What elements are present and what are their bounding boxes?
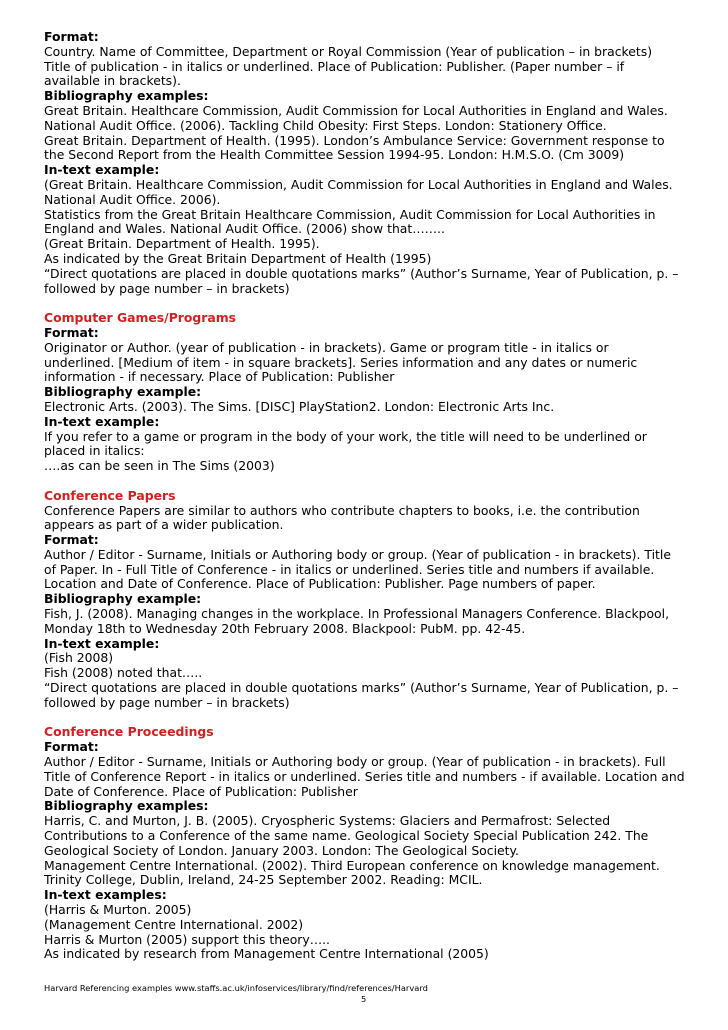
intext-line: England and Wales. National Audit Office. (2006) show that…….. [44, 221, 445, 237]
intext-line: (Great Britain. Healthcare Commission, Audit Commission for Local Authorities in England and Wales. [44, 176, 673, 192]
intext-line: “Direct quotations are placed in double quotations marks” (Author’s Surname, Year of Publication, p. – [44, 265, 679, 281]
intext-line: (Great Britain. Department of Health. 1995). [44, 236, 320, 252]
bibliography-line: Contributions to a Conference of the same name. Geological Society Special Publication 242. The [44, 828, 649, 844]
section-spacer [44, 474, 694, 489]
intext-line: (Management Centre International. 2002) [44, 916, 304, 932]
format-line: underlined. [Medium of item - in square brackets]. Series information and any dates or numeric [44, 354, 638, 370]
section-title-conference-proceedings: Conference Proceedings [44, 724, 214, 740]
intext-line: “Direct quotations are placed in double quotations marks” (Author’s Surname, Year of Publication, p. – [44, 680, 679, 696]
intext-line: National Audit Office. 2006). [44, 191, 221, 207]
intro-line: appears as part of a wider publication. [44, 517, 284, 533]
intext-line: Harris & Murton (2005) support this theory….. [44, 931, 330, 947]
bibliography-line: the Second Report from the Health Committee Session 1994-95. London: H.M.S.O. (Cm 3009) [44, 147, 625, 163]
format-line: Location and Date of Conference. Place of Publication: Publisher. Page numbers of paper. [44, 576, 596, 592]
bibliography-line: Fish, J. (2008). Managing changes in the workplace. In Professional Managers Conference. Blackpool, [44, 606, 670, 622]
intext-line: As indicated by the Great Britain Department of Health (1995) [44, 250, 432, 266]
bibliography-line: Trinity College, Dublin, Ireland, 24-25 September 2002. Reading: MCIL. [44, 872, 483, 888]
intext-line: If you refer to a game or program in the body of your work, the title will need to be underlined or [44, 428, 647, 444]
intext-line: (Fish 2008) [44, 650, 114, 666]
intext-line: Statistics from the Great Britain Healthcare Commission, Audit Commission for Local Authorities in [44, 206, 656, 222]
format-line: available in brackets). [44, 73, 181, 89]
format-line: Title of Conference Report - in italics or underlined. Series title and numbers - if available. Location and [44, 768, 685, 784]
section-title-conference-papers: Conference Papers [44, 487, 176, 503]
format-line: Date of Conference. Place of Publication: Publisher [44, 783, 358, 799]
format-line: Originator or Author. (year of publication - in brackets). Game or program title - in italics or [44, 339, 609, 355]
format-heading: Format: [44, 739, 99, 755]
format-heading: Format: [44, 29, 99, 44]
bibliography-line: Electronic Arts. (2003). The Sims. [DISC] PlayStation2. London: Electronic Arts Inc. [44, 398, 555, 414]
format-heading: Format: [44, 324, 99, 340]
section-spacer [44, 296, 694, 311]
section-title-computer-games: Computer Games/Programs [44, 310, 237, 326]
intext-line: Fish (2008) noted that….. [44, 665, 203, 681]
format-heading: Format: [44, 532, 99, 548]
bibliography-heading: Bibliography example: [44, 384, 202, 400]
format-line: Country. Name of Committee, Department or Royal Commission (Year of publication – in brackets) [44, 43, 653, 59]
document-body [44, 30, 694, 962]
intext-line: placed in italics: [44, 443, 145, 459]
bibliography-line: Great Britain. Department of Health. (1995). London’s Ambulance Service: Government response to [44, 132, 665, 148]
format-line: of Paper. In - Full Title of Conference - in italics or underlined. Series title and numbers if available. [44, 561, 655, 577]
format-line: Author / Editor - Surname, Initials or Authoring body or group. (Year of publication - in brackets). Full [44, 754, 666, 770]
format-line: Author / Editor - Surname, Initials or Authoring body or group. (Year of publication - in brackets). Title [44, 546, 671, 562]
bibliography-line: Harris, C. and Murton, J. B. (2005). Cryospheric Systems: Glaciers and Permafrost: Selected [44, 813, 611, 829]
intext-line: ….as can be seen in The Sims (2003) [44, 458, 275, 474]
format-line: Title of publication - in italics or underlined. Place of Publication: Publisher. (Paper number – if [44, 58, 625, 74]
bibliography-line: National Audit Office. (2006). Tackling Child Obesity: First Steps. London: Stationery Office. [44, 117, 607, 133]
bibliography-line: Management Centre International. (2002). Third European conference on knowledge management. [44, 857, 660, 873]
page-number: 5 [361, 993, 367, 1004]
intext-line: followed by page number – in brackets) [44, 694, 290, 710]
intext-heading: In-text examples: [44, 887, 167, 903]
format-line: information - if necessary. Place of Publication: Publisher [44, 369, 395, 385]
bibliography-heading: Bibliography example: [44, 591, 202, 607]
intro-line: Conference Papers are similar to authors who contribute chapters to books, i.e. the contribution [44, 502, 640, 518]
bibliography-heading: Bibliography examples: [44, 88, 209, 104]
intext-heading: In-text example: [44, 413, 160, 429]
intext-line: (Harris & Murton. 2005) [44, 902, 192, 918]
bibliography-line: Monday 18th to Wednesday 20th February 2008. Blackpool: PubM. pp. 42-45. [44, 620, 526, 636]
footer-text: Harvard Referencing examples www.staffs.ac.uk/infoservices/library/find/references/Harvard [44, 983, 428, 993]
page-footer [44, 983, 694, 1004]
intext-line: As indicated by research from Management Centre International (2005) [44, 946, 489, 962]
intext-heading: In-text example: [44, 162, 160, 178]
bibliography-line: Geological Society of London. January 2003. London: The Geological Society. [44, 842, 519, 858]
intext-heading: In-text example: [44, 635, 160, 651]
bibliography-line: Great Britain. Healthcare Commission, Audit Commission for Local Authorities in England and Wales. [44, 102, 668, 118]
intext-line: followed by page number – in brackets) [44, 280, 290, 296]
bibliography-heading: Bibliography examples: [44, 798, 209, 814]
section-spacer [44, 711, 694, 726]
